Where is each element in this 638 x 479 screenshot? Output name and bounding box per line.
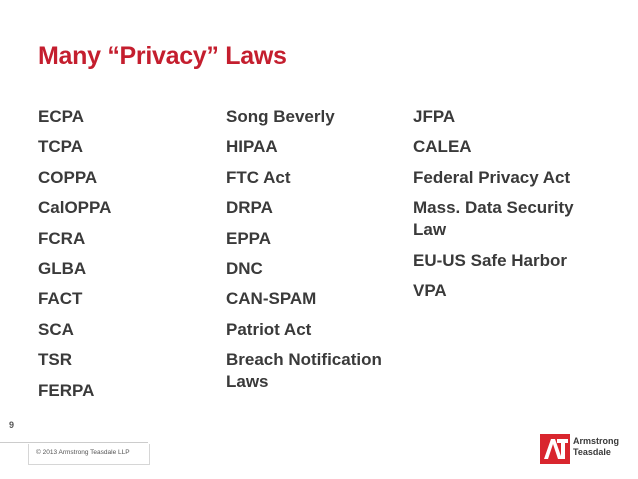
logo-wordmark — [573, 436, 619, 458]
law-item: Patriot Act — [226, 319, 312, 339]
law-item: JFPA — [413, 107, 456, 126]
law-item: DRPA — [226, 198, 273, 218]
at-logo-icon — [540, 434, 570, 464]
law-item: CalOPPA — [38, 198, 112, 218]
armstrong-teasdale-logo — [540, 434, 620, 466]
law-item: TSR — [38, 350, 72, 370]
law-item: Breach Notification Laws — [226, 350, 382, 392]
law-item: VPA — [413, 280, 447, 300]
law-item: FERPA — [38, 380, 95, 400]
law-item: COPPA — [38, 167, 98, 187]
law-item: DNC — [226, 258, 263, 278]
law-item: Mass. Data Security Law — [413, 198, 574, 240]
logo-line-1: Armstrong — [573, 436, 620, 446]
law-item: EPPA — [226, 228, 272, 248]
law-item: EU-US Safe Harbor — [413, 250, 567, 270]
slide-title: Many “Privacy” Laws — [38, 42, 287, 70]
footer-divider — [0, 442, 148, 443]
laws-column-3 — [413, 106, 603, 310]
law-item: Federal Privacy Act — [413, 167, 571, 187]
laws-column-1 — [38, 106, 208, 410]
law-item: TCPA — [38, 137, 84, 157]
law-item: Song Beverly — [226, 107, 335, 126]
law-item: FACT — [38, 289, 83, 309]
page-number: 9 — [9, 420, 15, 430]
law-item: CAN-SPAM — [226, 289, 317, 309]
copyright-text: © 2013 Armstrong Teasdale LLP — [36, 449, 130, 456]
law-item: CALEA — [413, 137, 472, 157]
law-item: SCA — [38, 319, 74, 339]
law-item: GLBA — [38, 258, 87, 278]
logo-line-2: Teasdale — [573, 447, 611, 457]
law-item: HIPAA — [226, 137, 278, 157]
law-item: FTC Act — [226, 167, 291, 187]
law-item: FCRA — [38, 228, 86, 248]
law-item: ECPA — [38, 107, 84, 126]
laws-column-2 — [226, 106, 402, 402]
